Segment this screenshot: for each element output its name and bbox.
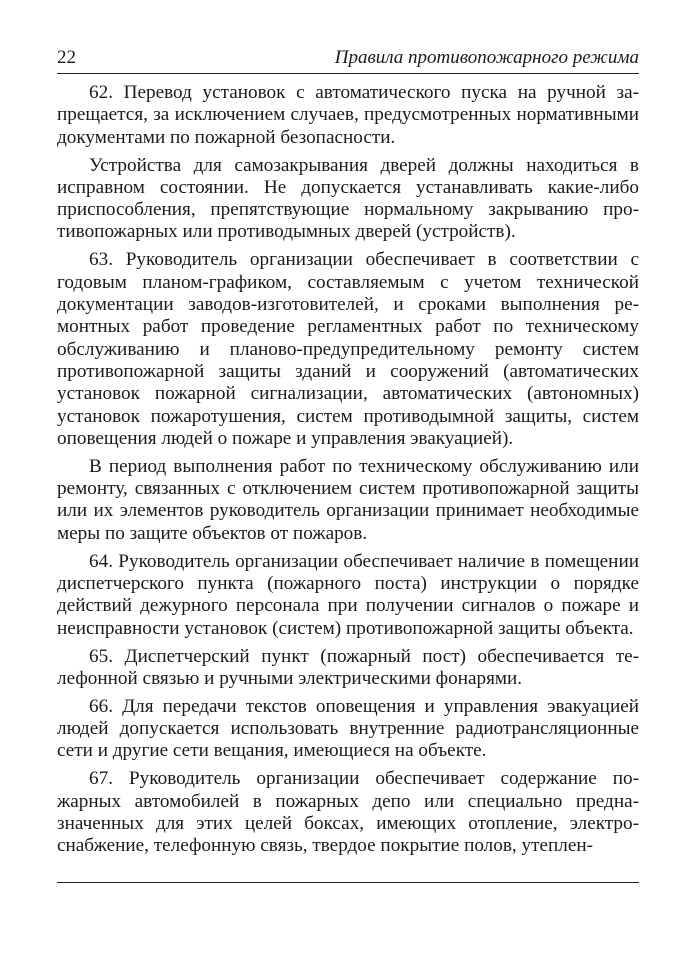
paragraph-67: 67. Руководитель организации обеспечивает содержание пожарных автомобилей в пожарных депо или специально предназначенных для этих целей боксах, имеющих отопление, электроснабжение, телефонную связь, твердое покрытие полов, утеплен- xyxy=(57,768,639,857)
header-rule xyxy=(57,73,639,74)
document-page xyxy=(57,0,639,965)
body-text xyxy=(57,82,639,858)
running-title: Правила противопожарного режима xyxy=(334,47,639,68)
paragraph-65: 65. Диспетчерский пункт (пожарный пост) обеспечивается телефонной связью и ручными электрическими фонарями. xyxy=(57,645,639,689)
paragraph-64: 64. Руководитель организации обеспечивает наличие в помещении диспетчерского пункта (пожарного поста) инструкции о порядке действий дежурного персонала при получении сигналов о пожаре и неисправности установок (систем) противопожарной защиты объекта. xyxy=(57,550,639,639)
page-number: 22 xyxy=(57,47,76,68)
paragraph-66: 66. Для передачи текстов оповещения и управления эвакуацией людей допускается использовать внутренние радиотрансляционные сети и другие сети вещания, имеющиеся на объекте. xyxy=(57,695,639,762)
paragraph-door-closers: Устройства для самозакрывания дверей должны находиться в исправном состоянии. Не допускается устанавливать какие-либо приспособления, препятствующие нормальному закрыванию противопожарных или противодымных дверей (устройств). xyxy=(57,154,639,243)
page-header xyxy=(57,47,639,75)
paragraph-63: 63. Руководитель организации обеспечивает в соответствии с годовым планом-графиком, составляемым с учетом технической документации заводов-изготовителей, и сроками выполнения ремонтных работ проведение регламентных работ по техническому обслуживанию и планово-предупредительному ремонту систем противопожарной защиты зданий и сооружений (автоматических установок пожарной сигнализации, автоматических (автономных) установок пожаротушения, систем противодымной защиты, систем оповещения людей о пожаре и управления эвакуацией). xyxy=(57,249,639,449)
footer-rule xyxy=(57,882,639,883)
paragraph-maintenance-period: В период выполнения работ по техническому обслуживанию или ремонту, связанных с отключением систем противопожарной защиты или их элементов руководитель организации принимает необходимые меры по защите объектов от пожаров. xyxy=(57,455,639,544)
paragraph-62: 62. Перевод установок с автоматического пуска на ручной запрещается, за исключением случаев, предусмотренных нормативными документами по пожарной безопасности. xyxy=(57,82,639,148)
